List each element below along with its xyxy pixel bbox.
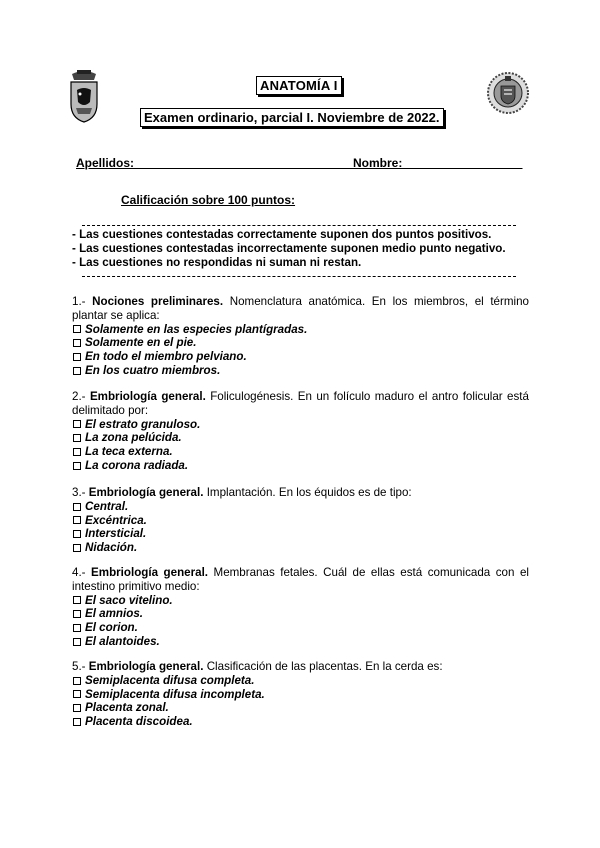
question-3 — [72, 486, 529, 555]
question-1 — [72, 295, 529, 378]
option-label: En los cuatro miembros. — [85, 363, 221, 377]
exam-title: ANATOMÍA I — [256, 76, 342, 95]
answer-option[interactable] — [72, 541, 529, 555]
question-text — [72, 295, 529, 323]
option-label: Nidación. — [85, 541, 138, 555]
checkbox[interactable] — [73, 339, 81, 347]
answer-option[interactable] — [72, 364, 529, 378]
answer-option[interactable] — [72, 500, 529, 514]
option-label: El alantoides. — [85, 634, 160, 648]
option-label: Solamente en las especies plantígradas. — [85, 322, 308, 336]
exam-subtitle: Examen ordinario, parcial I. Noviembre de 2022. — [140, 108, 444, 127]
question-topic: Embriología general. — [91, 566, 209, 579]
checkbox[interactable] — [73, 503, 81, 511]
question-topic: Nociones preliminares. — [92, 295, 224, 308]
checkbox[interactable] — [73, 516, 81, 524]
dashed-divider — [82, 276, 516, 277]
answer-option[interactable] — [72, 635, 529, 649]
answer-option[interactable] — [72, 514, 529, 528]
checkbox[interactable] — [73, 353, 81, 361]
answer-option[interactable] — [72, 607, 529, 621]
answer-options — [72, 594, 529, 649]
question-text — [72, 390, 529, 418]
option-label: El saco vitelino. — [85, 593, 173, 607]
option-label: En todo el miembro pelviano. — [85, 350, 247, 364]
answer-option[interactable] — [72, 621, 529, 635]
faculty-seal-logo — [486, 70, 530, 116]
university-crest-logo — [68, 68, 100, 124]
question-topic: Embriología general. — [88, 486, 204, 499]
rule-item: - Las cuestiones contestadas incorrectamente suponen medio punto negativo. — [72, 242, 506, 255]
question-statement: Clasificación de las placentas. En la cerda es: — [206, 660, 443, 673]
answer-option[interactable] — [72, 323, 529, 337]
question-statement: Nomenclatura anatómica. En los miembros, el término plantar se aplica: — [72, 295, 529, 322]
answer-option[interactable] — [72, 431, 529, 445]
answer-option[interactable] — [72, 594, 529, 608]
answer-options — [72, 418, 529, 473]
option-label: Semiplacenta difusa incompleta. — [85, 687, 265, 701]
option-label: El corion. — [85, 621, 138, 635]
option-label: El estrato granuloso. — [85, 417, 201, 431]
checkbox[interactable] — [73, 448, 81, 456]
option-label: Semiplacenta difusa completa. — [85, 673, 255, 687]
question-number: 3.- — [72, 486, 86, 499]
checkbox[interactable] — [73, 420, 81, 428]
answer-option[interactable] — [72, 336, 529, 350]
lastname-field[interactable]: Apellidos:__________________________________ — [76, 156, 361, 170]
answer-option[interactable] — [72, 418, 529, 432]
checkbox[interactable] — [73, 462, 81, 470]
dashed-divider — [82, 225, 516, 226]
question-statement: Membranas fetales. Cuál de ellas está comunicada con el intestino primitivo medio: — [72, 566, 529, 593]
option-label: La corona radiada. — [85, 458, 189, 472]
firstname-field[interactable]: Nombre:__________________ — [353, 156, 523, 170]
checkbox[interactable] — [73, 638, 81, 646]
checkbox[interactable] — [73, 596, 81, 604]
checkbox[interactable] — [73, 325, 81, 333]
answer-option[interactable] — [72, 527, 529, 541]
answer-option[interactable] — [72, 459, 529, 473]
question-number: 4.- — [72, 566, 86, 579]
question-5 — [72, 660, 529, 729]
rules-list — [72, 228, 506, 270]
answer-options — [72, 674, 529, 729]
answer-option[interactable] — [72, 715, 529, 729]
answer-options — [72, 500, 529, 555]
checkbox[interactable] — [73, 544, 81, 552]
rule-item: - Las cuestiones no respondidas ni suman ni restan. — [72, 256, 362, 269]
question-4 — [72, 566, 529, 649]
grading-heading: Calificación sobre 100 puntos: — [121, 193, 296, 207]
checkbox[interactable] — [73, 367, 81, 375]
question-text — [72, 486, 529, 500]
rule-item: - Las cuestiones contestadas correctamente suponen dos puntos positivos. — [72, 228, 492, 241]
checkbox[interactable] — [73, 530, 81, 538]
option-label: Intersticial. — [85, 527, 147, 541]
option-label: Placenta discoidea. — [85, 715, 193, 729]
question-statement: Implantación. En los équidos es de tipo: — [206, 486, 412, 499]
answer-option[interactable] — [72, 350, 529, 364]
option-label: Excéntrica. — [85, 513, 147, 527]
checkbox[interactable] — [73, 434, 81, 442]
question-number: 2.- — [72, 390, 86, 403]
question-text — [72, 566, 529, 594]
question-number: 5.- — [72, 660, 86, 673]
question-number: 1.- — [72, 295, 86, 308]
option-label: Solamente en el pie. — [85, 336, 197, 350]
answer-options — [72, 323, 529, 378]
question-statement: Foliculogénesis. En un folículo maduro el antro folicular está delimitado por: — [72, 390, 529, 417]
option-label: La teca externa. — [85, 445, 173, 459]
answer-option[interactable] — [72, 674, 529, 688]
checkbox[interactable] — [73, 610, 81, 618]
checkbox[interactable] — [73, 718, 81, 726]
question-topic: Embriología general. — [89, 390, 206, 403]
question-2 — [72, 390, 529, 473]
checkbox[interactable] — [73, 624, 81, 632]
option-label: El amnios. — [85, 607, 143, 621]
option-label: La zona pelúcida. — [85, 431, 182, 445]
answer-option[interactable] — [72, 701, 529, 715]
option-label: Placenta zonal. — [85, 701, 169, 715]
answer-option[interactable] — [72, 688, 529, 702]
checkbox[interactable] — [73, 677, 81, 685]
question-topic: Embriología general. — [88, 660, 204, 673]
option-label: Central. — [85, 499, 129, 513]
question-text — [72, 660, 529, 674]
answer-option[interactable] — [72, 445, 529, 459]
checkbox[interactable] — [73, 704, 81, 712]
checkbox[interactable] — [73, 690, 81, 698]
